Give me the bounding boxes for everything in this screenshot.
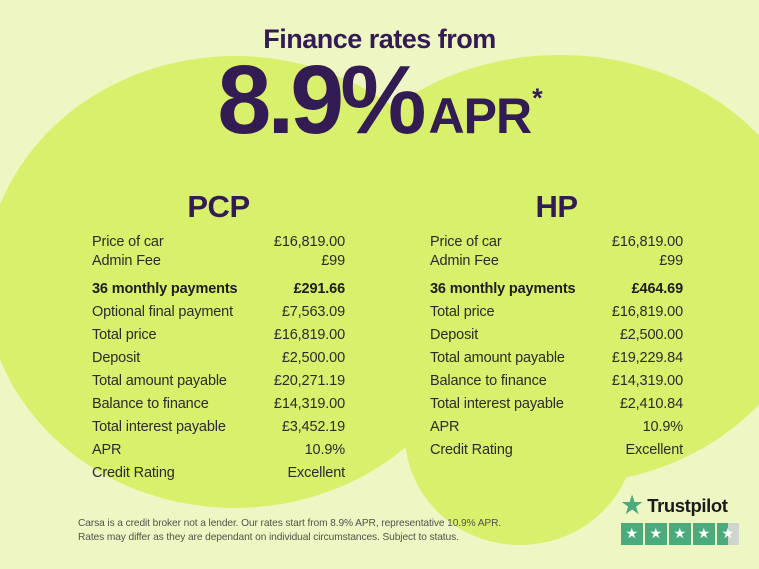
row-label: 36 monthly payments [92, 281, 238, 297]
row-value: £16,819.00 [611, 304, 683, 320]
row-label: Total interest payable [430, 396, 564, 412]
row-label: Balance to finance [92, 396, 209, 412]
row-value: 10.9% [642, 419, 683, 435]
trustpilot-wordmark: Trustpilot [647, 494, 728, 516]
rate-asterisk: * [532, 83, 543, 113]
row-label: Total amount payable [92, 373, 227, 389]
table-row [430, 303, 683, 322]
table-row [92, 303, 345, 322]
table-row [92, 395, 345, 414]
table-row [430, 418, 683, 437]
row-label: Total price [92, 327, 157, 343]
table-row [430, 326, 683, 345]
table-row [430, 372, 683, 391]
row-value: Excellent [287, 465, 345, 481]
table-row [92, 233, 345, 252]
row-label: Credit Rating [92, 465, 175, 481]
row-value: £2,410.84 [619, 396, 683, 412]
row-label: APR [430, 419, 460, 435]
row-value: £20,271.19 [273, 373, 345, 389]
row-value: £14,319.00 [611, 373, 683, 389]
row-value: Excellent [625, 442, 683, 458]
row-value: £16,819.00 [273, 327, 345, 343]
row-label: Balance to finance [430, 373, 547, 389]
hp-column-title: HP [535, 189, 578, 224]
row-label: Total price [430, 304, 495, 320]
row-label: Total interest payable [92, 419, 226, 435]
row-value: £19,229.84 [611, 350, 683, 366]
row-value: £16,819.00 [611, 234, 683, 250]
table-row [92, 372, 345, 391]
table-row [92, 464, 345, 483]
table-row [92, 418, 345, 437]
trustpilot-rating-stars [621, 523, 746, 545]
star-full-icon: ★ [669, 523, 691, 545]
row-value: £464.69 [631, 281, 683, 297]
hero-rate [0, 45, 759, 161]
pcp-column [92, 190, 345, 483]
row-label: Price of car [430, 234, 502, 250]
row-value: £291.66 [293, 281, 345, 297]
rate-value: 8.9% [217, 45, 423, 154]
row-label: Optional final payment [92, 304, 233, 320]
banner-title: Finance rates from [263, 24, 496, 54]
row-value: £2,500.00 [619, 327, 683, 343]
row-value: £14,319.00 [273, 396, 345, 412]
legal-disclaimer [78, 517, 501, 544]
row-value: £7,563.09 [281, 304, 345, 320]
row-value: £3,452.19 [281, 419, 345, 435]
table-row [430, 441, 683, 460]
row-label: APR [92, 442, 122, 458]
row-label: Total amount payable [430, 350, 565, 366]
table-row-monthly-payment [430, 280, 683, 299]
row-value: 10.9% [304, 442, 345, 458]
star-full-icon: ★ [645, 523, 667, 545]
hp-column [430, 190, 683, 460]
row-label: Admin Fee [430, 253, 499, 269]
row-value: £16,819.00 [273, 234, 345, 250]
trustpilot-widget [620, 492, 746, 545]
table-row [92, 441, 345, 460]
table-row [430, 395, 683, 414]
table-row-monthly-payment [92, 280, 345, 299]
row-label: Credit Rating [430, 442, 513, 458]
star-half-icon: ★ [717, 523, 739, 545]
star-full-icon: ★ [693, 523, 715, 545]
table-row [430, 349, 683, 368]
row-label: Admin Fee [92, 253, 161, 269]
row-value: £99 [321, 253, 345, 269]
trustpilot-logo [620, 492, 746, 519]
table-row [430, 252, 683, 271]
star-full-icon: ★ [621, 523, 643, 545]
disclaimer-line-1: Carsa is a credit broker not a lender. Our rates start from 8.9% APR, representative 10.9% APR. [78, 518, 502, 529]
table-row [92, 326, 345, 345]
trustpilot-star-icon: ★ [620, 490, 645, 520]
row-label: Deposit [430, 327, 479, 343]
rate-suffix: APR [428, 88, 532, 144]
disclaimer-line-2: Rates may differ as they are dependant on individual circumstances. Subject to status. [78, 531, 459, 543]
row-value: £2,500.00 [281, 350, 345, 366]
row-label: Price of car [92, 234, 164, 250]
table-row [92, 252, 345, 271]
row-label: 36 monthly payments [430, 281, 576, 297]
row-value: £99 [659, 253, 683, 269]
table-row [92, 349, 345, 368]
table-row [430, 233, 683, 252]
pcp-column-title: PCP [187, 189, 250, 224]
row-label: Deposit [92, 350, 141, 366]
